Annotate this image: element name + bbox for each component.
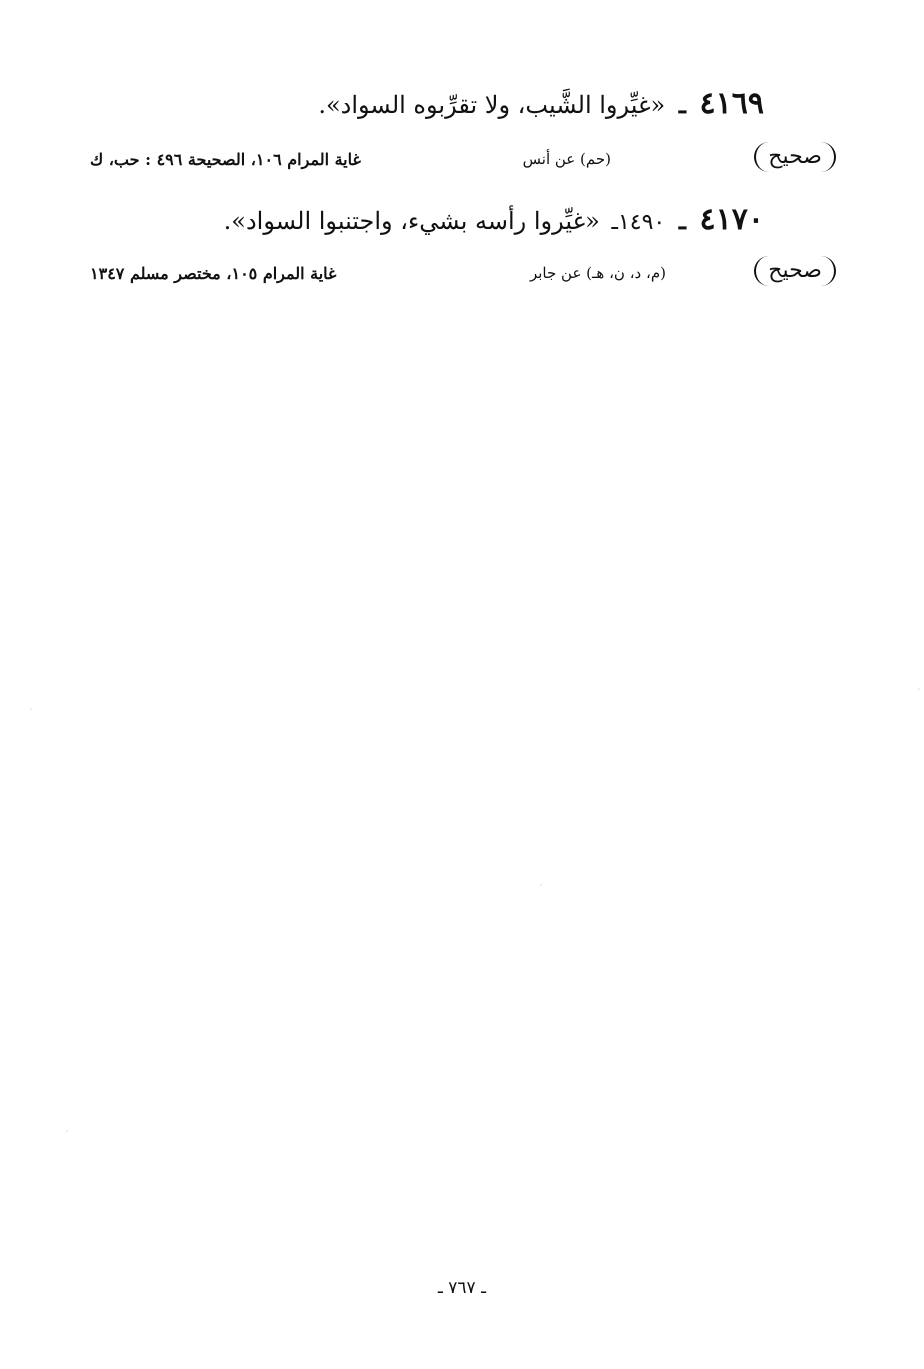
scan-speck (918, 688, 920, 690)
scan-speck (30, 708, 32, 710)
grade-label: صحيح (754, 142, 836, 172)
scan-speck (66, 1130, 68, 1132)
hadith-dash: ـ (678, 206, 686, 235)
hadith-number: ٤١٧٠ (699, 202, 764, 237)
hadith-entry-4169 (318, 86, 764, 121)
page-number: ـ ٧٦٧ ـ (437, 1278, 487, 1298)
grade-label: صحيح (754, 256, 836, 286)
hadith-meta-4169 (90, 144, 836, 184)
hadith-number: ٤١٦٩ (699, 86, 764, 121)
hadith-entry-4170 (224, 202, 764, 237)
source-attribution: (م، د، ن، هـ) عن جابر (529, 264, 666, 282)
hadith-text: «غيِّروا الشَّيب، ولا تقرِّبوه السواد». (318, 91, 666, 119)
reference-list: غاية المرام ١٠٥، مختصر مسلم ١٣٤٧ (90, 264, 337, 283)
reference-list: غاية المرام ١٠٦، الصحيحة ٤٩٦ : حب، ك (90, 150, 361, 169)
hadith-dash: ـ (678, 90, 686, 119)
hadith-meta-4170 (90, 258, 836, 298)
hadith-alt-number: ١٤٩٠ـ (611, 210, 666, 235)
hadith-text: «غيِّروا رأسه بشيء، واجتنبوا السواد». (223, 207, 600, 235)
source-attribution: (حم) عن أنس (522, 150, 611, 168)
scan-speck (540, 884, 542, 886)
